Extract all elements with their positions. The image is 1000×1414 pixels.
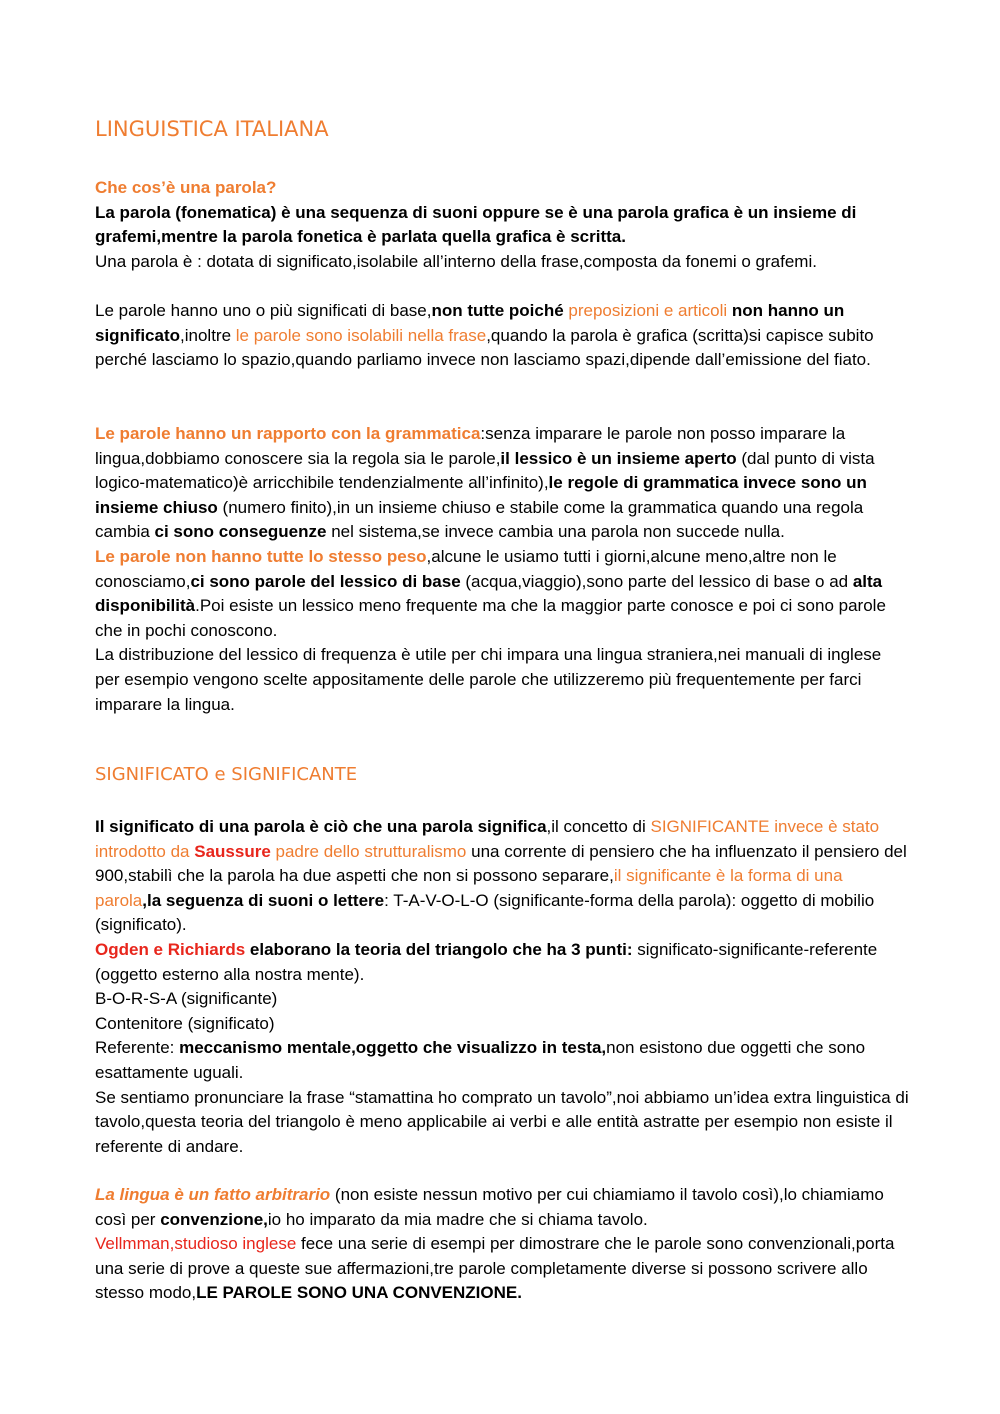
text-run: Contenitore (significato): [95, 1013, 275, 1033]
text-run: ,inoltre: [180, 325, 236, 345]
line-weight: [95, 545, 910, 643]
text-run: Vellmman,studioso inglese: [95, 1234, 297, 1254]
text-run: SIGNIFICANTE invece è stato introdotto da: [95, 817, 880, 861]
text-run: ,alcune le usiamo tutti i giorni,alcune meno,altre non le conosciamo,: [95, 546, 837, 591]
paragraph-signifier: [95, 815, 910, 1159]
text-run: ,la seguenza di suoni o lettere: [142, 890, 385, 910]
text-run: Saussure: [194, 841, 271, 861]
text-run: (acqua,viaggio),sono parte del lessico di base o ad: [460, 571, 853, 591]
text-run: Il significato di una parola è ciò che una parola significa: [95, 817, 547, 836]
text-run: : T-A-V-O-L-O (significante-forma della parola): oggetto di mobilio (significato).: [95, 890, 875, 935]
text-run: le parole sono isolabili nella frase: [235, 325, 487, 345]
text-run: preposizioni e articoli: [563, 301, 728, 320]
text-run: meccanismo mentale,oggetto che visualizzo in testa,: [179, 1038, 607, 1058]
paragraph-arbitrary: [95, 1183, 910, 1306]
text-run: elaborano la teoria del triangolo che ha 3 punti:: [245, 939, 633, 959]
text-run: il lessico è un insieme aperto: [500, 448, 737, 468]
text-run: alta disponibilità: [95, 571, 883, 616]
text-run: Referente:: [95, 1038, 180, 1058]
text-run: Se sentiamo pronunciare la frase “stamattina ho comprato un tavolo”,noi abbiamo un’idea extra linguistica di tavolo,questa teoria del triangolo è meno applicabile ai verbi e alle entità astratte per esempio non esiste il referente di andare.: [95, 1087, 909, 1156]
line-vellmman: [95, 1232, 910, 1306]
paragraph-meanings: [95, 299, 910, 373]
text-run: ci sono parole del lessico di base: [190, 571, 461, 591]
text-run: convenzione,: [160, 1209, 268, 1229]
text-run: ci sono conseguenze: [154, 522, 327, 542]
text-run: ,quando la parola è grafica (scritta)si capisce subito perché lasciamo lo spazio,quando parliamo invece non lasciamo spazi,dipende dall’emissione del fiato.: [95, 325, 874, 370]
document-title: LINGUISTICA ITALIANA: [95, 117, 329, 141]
text-run: nel sistema,se invece cambia una parola non succede nulla.: [326, 522, 785, 542]
text-run: significato-significante-referente (oggetto esterno alla nostra mente).: [95, 939, 878, 984]
text-run: Ogden e Richiards: [95, 939, 246, 959]
text-run: La distribuzione del lessico di frequenza è utile per chi impara una lingua straniera,nei manuali di inglese per esempio vengono scelte appositamente delle parole che utilizzeremo più frequentemente per farci imparare la lingua.: [95, 645, 882, 714]
section-heading: SIGNIFICATO e SIGNIFICANTE: [95, 764, 358, 785]
text-run: padre dello strutturalismo: [270, 841, 467, 861]
text-run: io ho imparato da mia madre che si chiama tavolo.: [267, 1209, 648, 1229]
text-run: fece una serie di esempi per dimostrare che le parole sono convenzionali,porta una serie di prove a queste sue affermazioni,tre parole completamente diverse si possono scrivere allo stesso modo,: [95, 1234, 895, 1303]
text-run: non hanno un significato: [95, 301, 845, 345]
text-run: (non esiste nessun motivo per cui chiamiamo il tavolo così),lo chiamiamo così per: [95, 1185, 884, 1229]
text-run: Le parole hanno un rapporto con la grammatica: [95, 424, 481, 443]
text-run: B-O-R-S-A (significante): [95, 989, 278, 1009]
question-heading: Che cos’è una parola?: [95, 178, 277, 197]
text-run: ,il concetto di: [546, 817, 651, 836]
text-run: le regole di grammatica invece sono un insieme chiuso: [95, 473, 867, 517]
text-run: (dal punto di vista logico-matematico)è arricchibile tendenzialmente all’infinito),: [95, 448, 875, 493]
line-triangle: [95, 938, 910, 987]
text-run: una corrente di pensiero che ha influenzato il pensiero del 900,stabilì che la parola ha due aspetti che non si possono separare,: [95, 841, 907, 886]
text-run: non tutte poiché: [431, 301, 564, 320]
text-run: :senza imparare le parole non posso imparare la lingua,dobbiamo conoscere sia la regola sia le parole,: [95, 424, 846, 468]
text-run: LE PAROLE SONO UNA CONVENZIONE.: [196, 1283, 522, 1303]
text-run: (numero finito),in un insieme chiuso e stabile come la grammatica quando una regola cambia: [95, 497, 864, 542]
text-run: La lingua è un fatto arbitrario: [95, 1185, 331, 1204]
definition-plain: Una parola è : dotata di significato,isolabile all’interno della frase,composta da fonemi o grafemi.: [95, 251, 817, 271]
text-run: non esistono due oggetti che sono esattamente uguali.: [95, 1038, 866, 1082]
line-referent: [95, 1036, 910, 1085]
text-run: Le parole hanno uno o più significati di base,: [95, 301, 432, 320]
definition-bold: La parola (fonematica) è una sequenza di suoni oppure se è una parola grafica è un insieme di grafemi,mentre la parola fonetica è parlata quella grafica è scritta.: [95, 202, 857, 247]
text-run: Le parole non hanno tutte lo stesso peso: [95, 546, 427, 566]
section-definition: [95, 176, 910, 274]
paragraph-grammar: [95, 422, 910, 717]
text-run: .Poi esiste un lessico meno frequente ma che la maggior parte conosce e poi ci sono parole che in pochi conoscono.: [95, 596, 886, 640]
text-run: il significante è la forma di una parola: [95, 866, 843, 910]
